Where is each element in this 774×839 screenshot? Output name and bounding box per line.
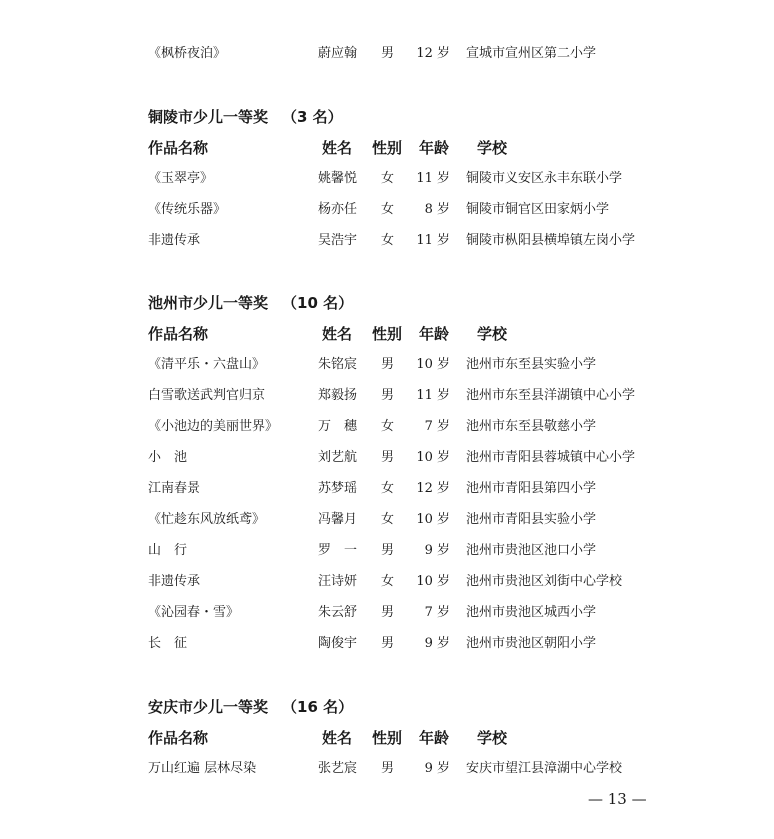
work-title: 非遗传承 xyxy=(148,574,201,589)
section-title: 铜陵市少儿一等奖 xyxy=(148,108,269,126)
table-row xyxy=(0,199,774,221)
work-title: 山 行 xyxy=(148,543,188,558)
table-row xyxy=(0,758,774,780)
section-title: 池州市少儿一等奖 xyxy=(148,294,269,312)
student-gender: 女 xyxy=(381,202,395,217)
student-name: 蔚应翰 xyxy=(318,46,358,61)
header-school: 学校 xyxy=(477,139,508,157)
student-school: 池州市贵池区刘街中心学校 xyxy=(466,574,623,589)
work-title: 非遗传承 xyxy=(148,233,201,248)
student-gender: 男 xyxy=(381,605,395,620)
work-title: 白雪歌送武判官归京 xyxy=(148,388,266,403)
header-age: 年龄 xyxy=(419,325,450,343)
table-row xyxy=(0,571,774,593)
student-name: 苏梦瑶 xyxy=(318,481,358,496)
student-school: 池州市东至县洋湖镇中心小学 xyxy=(466,388,636,403)
student-school: 宣城市宣州区第二小学 xyxy=(466,46,597,61)
student-age: 7 岁 xyxy=(424,419,450,434)
student-school: 安庆市望江县漳湖中心学校 xyxy=(466,761,623,776)
header-name: 姓名 xyxy=(322,139,353,157)
student-gender: 男 xyxy=(381,636,395,651)
student-name: 汪诗妍 xyxy=(318,574,358,589)
section-heading xyxy=(148,106,343,127)
student-name: 郑毅扬 xyxy=(318,388,358,403)
student-school: 铜陵市铜官区田家炳小学 xyxy=(466,202,610,217)
student-age: 9 岁 xyxy=(424,636,450,651)
student-school: 池州市贵池区朝阳小学 xyxy=(466,636,597,651)
work-title: 《小池边的美丽世界》 xyxy=(148,419,279,434)
student-gender: 男 xyxy=(381,450,395,465)
student-age: 8 岁 xyxy=(424,202,450,217)
student-name: 罗 一 xyxy=(318,543,358,558)
student-name: 刘艺航 xyxy=(318,450,358,465)
section-heading xyxy=(148,292,353,313)
header-age: 年龄 xyxy=(419,139,450,157)
student-gender: 男 xyxy=(381,388,395,403)
student-age: 12 岁 xyxy=(416,46,450,61)
header-gender: 性别 xyxy=(372,325,403,343)
page-number: — 13 — xyxy=(588,790,647,808)
student-name: 陶俊宇 xyxy=(318,636,358,651)
work-title: 《忙趁东风放纸鸢》 xyxy=(148,512,266,527)
student-school: 池州市东至县敬慈小学 xyxy=(466,419,597,434)
student-gender: 女 xyxy=(381,171,395,186)
work-title: 江南春景 xyxy=(148,481,201,496)
student-gender: 女 xyxy=(381,512,395,527)
work-title: 小 池 xyxy=(148,450,188,465)
student-age: 11 岁 xyxy=(416,388,450,403)
student-age: 10 岁 xyxy=(416,357,450,372)
table-row xyxy=(0,447,774,469)
work-title: 《传统乐器》 xyxy=(148,202,227,217)
table-row xyxy=(0,478,774,500)
section-count: （3 名） xyxy=(282,108,343,126)
student-age: 10 岁 xyxy=(416,512,450,527)
table-row xyxy=(0,633,774,655)
student-school: 池州市青阳县第四小学 xyxy=(466,481,597,496)
header-title: 作品名称 xyxy=(148,139,209,157)
student-age: 10 岁 xyxy=(416,574,450,589)
student-name: 冯馨月 xyxy=(318,512,358,527)
section-heading xyxy=(148,696,353,717)
student-school: 池州市贵池区城西小学 xyxy=(466,605,597,620)
student-gender: 女 xyxy=(381,233,395,248)
work-title: 万山红遍 层林尽染 xyxy=(148,761,257,776)
header-age: 年龄 xyxy=(419,729,450,747)
student-gender: 男 xyxy=(381,761,395,776)
header-title: 作品名称 xyxy=(148,729,209,747)
table-header xyxy=(0,136,774,160)
work-title: 《枫桥夜泊》 xyxy=(148,46,227,61)
student-name: 吴浩宇 xyxy=(318,233,358,248)
student-school: 池州市贵池区池口小学 xyxy=(466,543,597,558)
student-age: 9 岁 xyxy=(424,543,450,558)
table-row xyxy=(0,602,774,624)
table-row xyxy=(0,230,774,252)
student-name: 朱铭宸 xyxy=(318,357,358,372)
table-row xyxy=(0,509,774,531)
student-age: 7 岁 xyxy=(424,605,450,620)
student-school: 池州市青阳县蓉城镇中心小学 xyxy=(466,450,636,465)
student-name: 杨亦任 xyxy=(318,202,358,217)
header-school: 学校 xyxy=(477,729,508,747)
student-gender: 女 xyxy=(381,574,395,589)
student-name: 姚馨悦 xyxy=(318,171,358,186)
table-header xyxy=(0,726,774,750)
student-age: 12 岁 xyxy=(416,481,450,496)
header-gender: 性别 xyxy=(372,729,403,747)
student-name: 朱云舒 xyxy=(318,605,358,620)
student-age: 11 岁 xyxy=(416,171,450,186)
student-school: 铜陵市义安区永丰东联小学 xyxy=(466,171,623,186)
student-name: 张艺宸 xyxy=(318,761,358,776)
student-school: 铜陵市枞阳县横埠镇左岗小学 xyxy=(466,233,636,248)
student-name: 万 穗 xyxy=(318,419,358,434)
table-row xyxy=(0,416,774,438)
student-age: 11 岁 xyxy=(416,233,450,248)
student-age: 10 岁 xyxy=(416,450,450,465)
work-title: 长 征 xyxy=(148,636,188,651)
work-title: 《沁园春・雪》 xyxy=(148,605,240,620)
work-title: 《玉翠亭》 xyxy=(148,171,214,186)
header-gender: 性别 xyxy=(372,139,403,157)
table-row xyxy=(0,385,774,407)
student-school: 池州市青阳县实验小学 xyxy=(466,512,597,527)
student-age: 9 岁 xyxy=(424,761,450,776)
section-count: （16 名） xyxy=(282,698,354,716)
student-gender: 女 xyxy=(381,419,395,434)
section-count: （10 名） xyxy=(282,294,354,312)
table-row xyxy=(0,43,774,65)
student-gender: 男 xyxy=(381,357,395,372)
section-title: 安庆市少儿一等奖 xyxy=(148,698,269,716)
header-name: 姓名 xyxy=(322,325,353,343)
table-row xyxy=(0,168,774,190)
student-gender: 男 xyxy=(381,46,395,61)
table-header xyxy=(0,322,774,346)
header-school: 学校 xyxy=(477,325,508,343)
student-school: 池州市东至县实验小学 xyxy=(466,357,597,372)
student-gender: 女 xyxy=(381,481,395,496)
header-title: 作品名称 xyxy=(148,325,209,343)
table-row xyxy=(0,540,774,562)
student-gender: 男 xyxy=(381,543,395,558)
table-row xyxy=(0,354,774,376)
header-name: 姓名 xyxy=(322,729,353,747)
work-title: 《清平乐・六盘山》 xyxy=(148,357,266,372)
